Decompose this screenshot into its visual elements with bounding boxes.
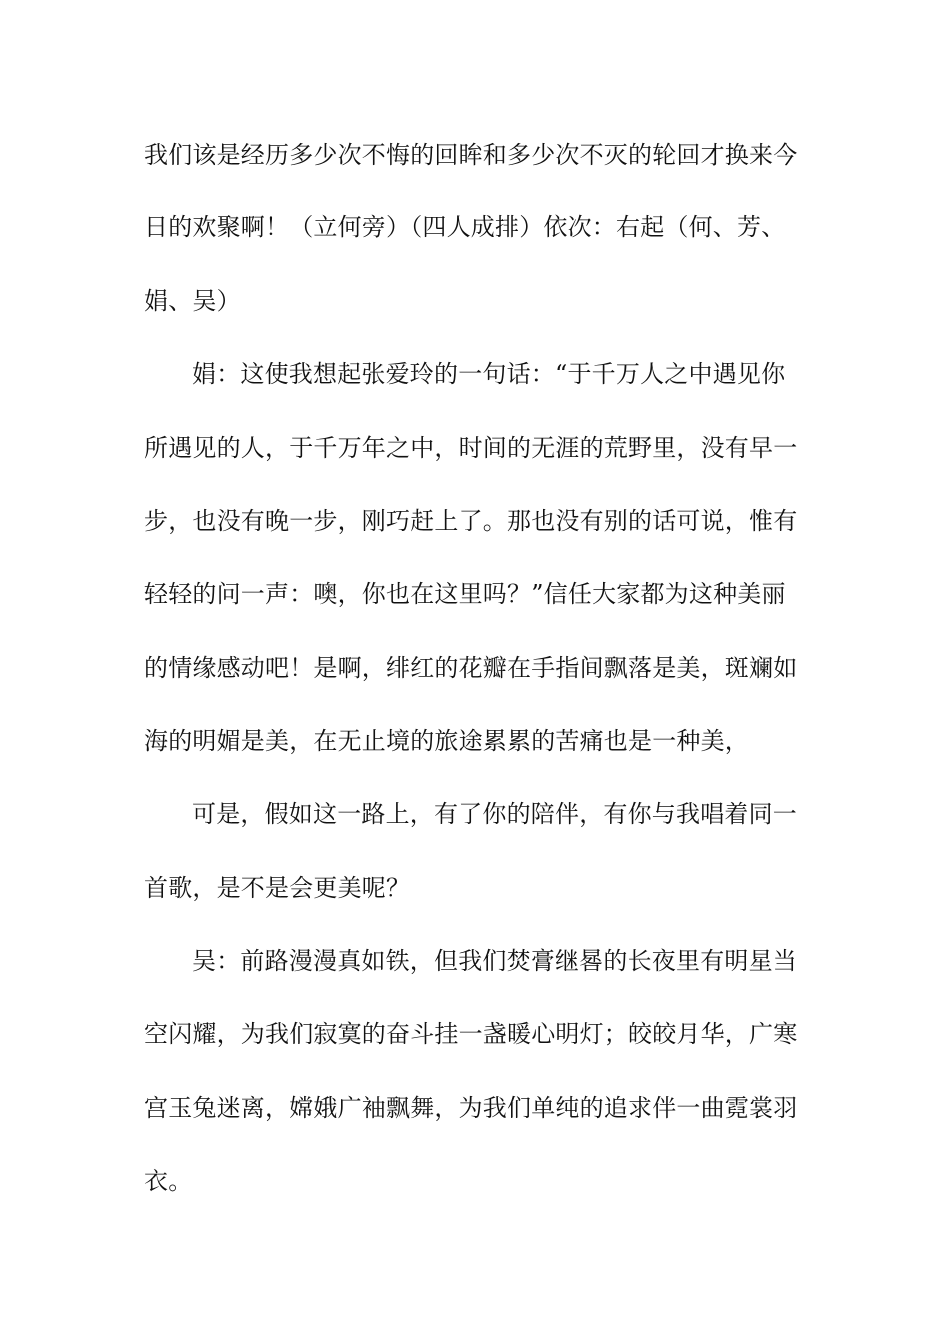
text-line: 海的明媚是美，在无止境的旅途累累的苦痛也是一种美， xyxy=(144,727,749,755)
text-line: 轻轻的问一声：噢，你也在这里吗？”信任大家都为这种美丽 xyxy=(144,580,786,608)
text-line: 我们该是经历多少次不悔的回眸和多少次不灭的轮回才换来今 xyxy=(144,141,798,169)
text-line: 首歌，是不是会更美呢？ xyxy=(144,874,411,902)
text-line: 衣。 xyxy=(144,1167,193,1195)
paragraph-start-line: 娟：这使我想起张爱玲的一句话：“于千万人之中遇见你 xyxy=(192,360,786,388)
paragraph-start-line: 吴：前路漫漫真如铁，但我们焚膏继晷的长夜里有明星当 xyxy=(192,947,797,975)
text-line: 日的欢聚啊！（立何旁）（四人成排）依次：右起（何、芳、 xyxy=(144,213,786,241)
text-line: 宫玉兔迷离，嫦娥广袖飘舞，为我们单纯的追求伴一曲霓裳羽 xyxy=(144,1094,798,1122)
text-line: 所遇见的人，于千万年之中，时间的无涯的荒野里，没有早一 xyxy=(144,434,798,462)
text-line: 步，也没有晚一步，刚巧赶上了。那也没有别的话可说，惟有 xyxy=(144,507,798,535)
paragraph-start-line: 可是，假如这一路上，有了你的陪伴，有你与我唱着同一 xyxy=(192,800,797,828)
text-line: 空闪耀，为我们寂寞的奋斗挂一盏暖心明灯；皎皎月华，广寒 xyxy=(144,1020,798,1048)
text-line: 的情缘感动吧！是啊，绯红的花瓣在手指间飘落是美，斑斓如 xyxy=(144,654,798,682)
text-line: 娟、吴） xyxy=(144,287,241,315)
